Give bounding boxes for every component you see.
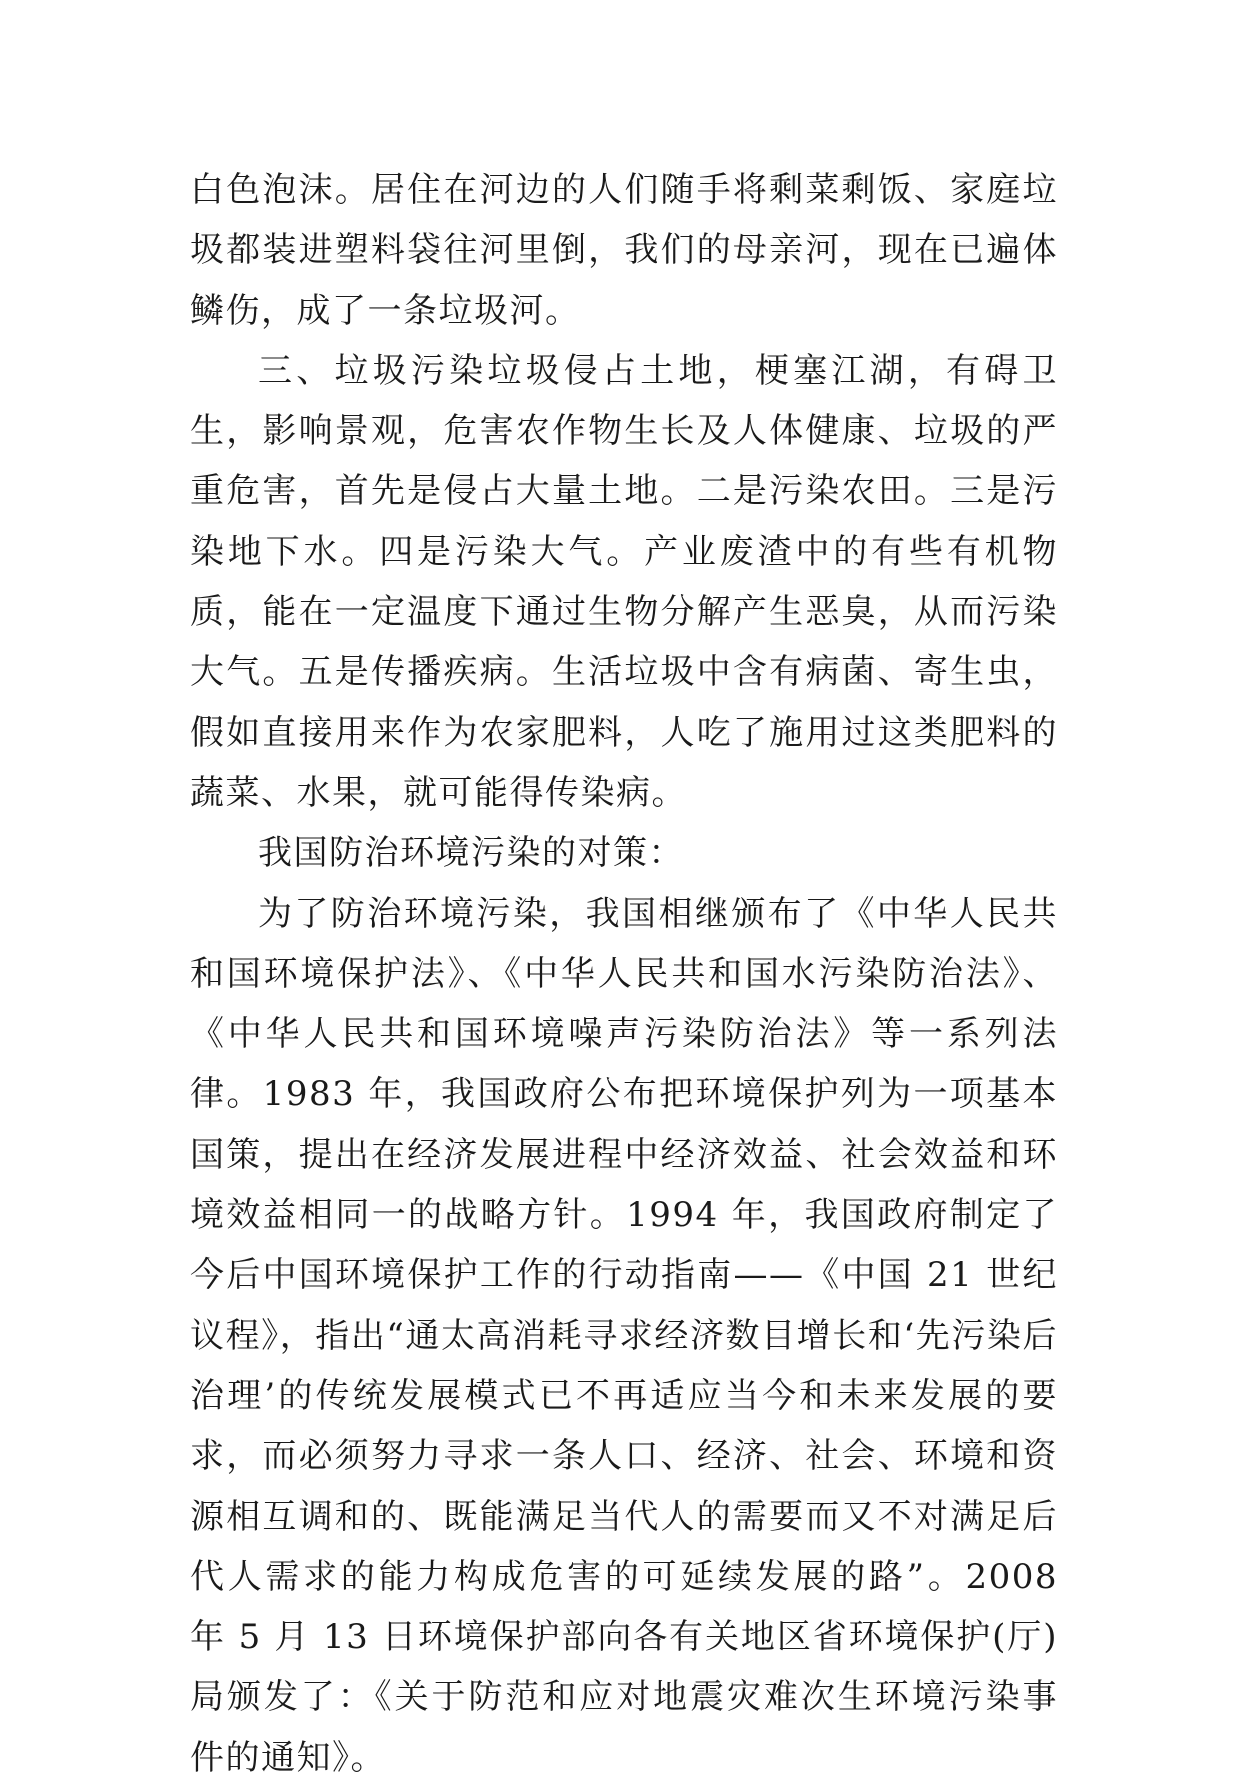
document-body bbox=[190, 160, 1058, 1788]
paragraph-countermeasures-heading: 我国防治环境污染的对策： bbox=[258, 833, 684, 874]
paragraph-laws-and-policies: 为了防治环境污染，我国相继颁布了《中华人民共和国环境保护法》、《中华人民共和国水污染防治法》、《中华人民共和国环境噪声污染防治法》等一系列法律。1983 年，我国政府公布把环境保护列为一项基本国策，提出在经济发展进程中经济效益、社会效益和环境效益相同一的战略方针。1994 年，我国政府制定了今后中国环境保护工作的行动指南——《中国 21 世纪议程》，指出“通太高消耗寻求经济数目增长和‘先污染后治理’的传统发展模式已不再适应当今和未来发展的要求，而必须努力寻求一条人口、经济、社会、环境和资源相互调和的、既能满足当代人的需要而又不对满足后代人需求的能力构成危害的可延续发展的路”。2008 年 5 月 13 日环境保护部向各有关地区省环境保护(厅)局颁发了：《关于防范和应对地震灾难次生环境污染事件的通知》。 bbox=[190, 893, 1058, 1778]
paragraph-garbage-pollution: 三、垃圾污染垃圾侵占土地，梗塞江湖，有碍卫生，影响景观，危害农作物生长及人体健康、垃圾的严重危害，首先是侵占大量土地。二是污染农田。三是污染地下水。四是污染大气。产业废渣中的有些有机物质，能在一定温度下通过生物分解产生恶臭，从而污染大气。五是传播疾病。生活垃圾中含有病菌、寄生虫，假如直接用来作为农家肥料，人吃了施用过这类肥料的蔬菜、水果，就可能得传染病。 bbox=[190, 350, 1058, 813]
paragraph-continued-text: 白色泡沫。居住在河边的人们随手将剩菜剩饭、家庭垃圾都装进塑料袋往河里倒，我们的母亲河，现在已遍体鳞伤，成了一条垃圾河。 bbox=[190, 170, 1058, 331]
